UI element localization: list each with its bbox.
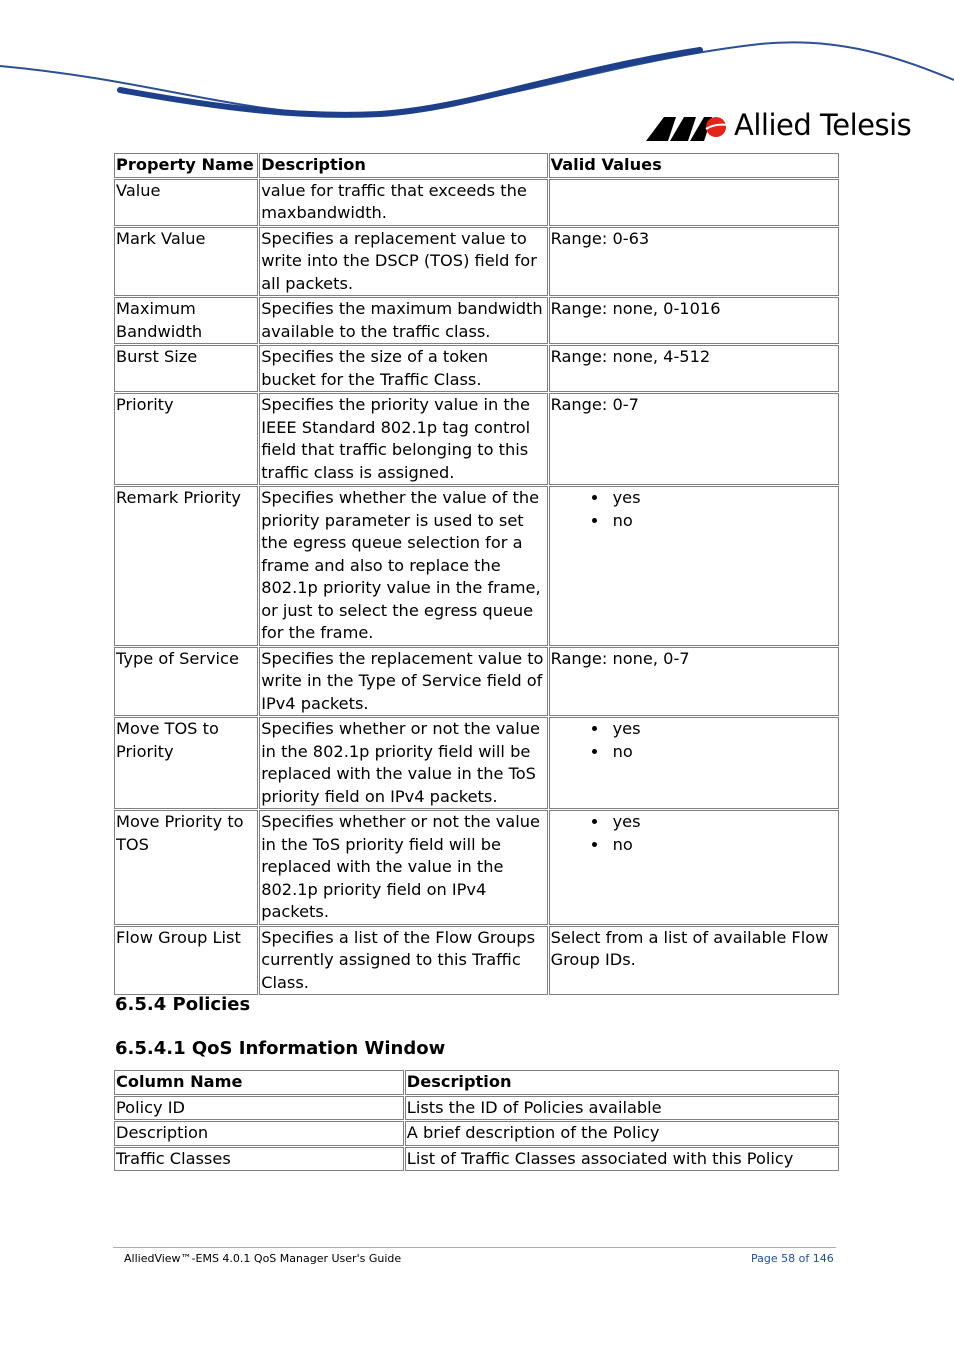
subsection-heading: 6.5.4.1 QoS Information Window [115, 1038, 446, 1059]
property-values: Range: 0-7 [549, 393, 839, 485]
list-item: • no [609, 741, 837, 764]
property-values: Range: 0-63 [549, 227, 839, 297]
property-description: Specifies the size of a token bucket for the Traffic Class. [259, 345, 547, 392]
column-table [113, 1069, 840, 1172]
column-name: Description [114, 1121, 404, 1146]
column-header: Column Name [114, 1070, 404, 1095]
allied-telesis-logo [646, 108, 912, 148]
property-values: Range: none, 0-7 [549, 647, 839, 717]
property-name: Value [114, 179, 258, 226]
column-name: Traffic Classes [114, 1147, 404, 1172]
table-row [114, 1096, 839, 1121]
logo-mark-icon [646, 111, 728, 145]
property-description: Specifies the replacement value to write in the Type of Service field of IPv4 packets. [259, 647, 547, 717]
table-row [114, 810, 839, 925]
property-values [549, 179, 839, 226]
property-name: Burst Size [114, 345, 258, 392]
table-row [114, 179, 839, 226]
property-name: Maximum Bandwidth [114, 297, 258, 344]
footer-divider [113, 1247, 836, 1248]
property-name: Type of Service [114, 647, 258, 717]
column-header: Property Name [114, 153, 258, 178]
property-name: Remark Priority [114, 486, 258, 646]
property-values [549, 486, 839, 646]
list-item: • yes [609, 487, 837, 510]
column-description: Lists the ID of Policies available [405, 1096, 839, 1121]
table-row [114, 393, 839, 485]
column-description: List of Traffic Classes associated with this Policy [405, 1147, 839, 1172]
list-item: • yes [609, 718, 837, 741]
list-item: • no [609, 834, 837, 857]
section-heading: 6.5.4 Policies [115, 994, 251, 1015]
values-list [551, 487, 837, 532]
property-name: Move Priority to TOS [114, 810, 258, 925]
property-values [549, 810, 839, 925]
logo-text: Allied Telesis [734, 108, 912, 142]
table-row [114, 926, 839, 996]
property-description: Specifies whether or not the value in the ToS priority field will be replaced with the value in the 802.1p priority field on IPv4 packets. [259, 810, 547, 925]
footer-doc-title: AlliedView™-EMS 4.0.1 QoS Manager User's Guide [124, 1252, 402, 1265]
property-description: value for traffic that exceeds the maxbandwidth. [259, 179, 547, 226]
property-description: Specifies whether the value of the priority parameter is used to set the egress queue selection for a frame and also to replace the 802.1p priority value in the frame, or just to select the egress queue for the frame. [259, 486, 547, 646]
list-item: • yes [609, 811, 837, 834]
property-description: Specifies whether or not the value in the 802.1p priority field will be replaced with the value in the ToS priority field on IPv4 packets. [259, 717, 547, 809]
table-row [114, 486, 839, 646]
column-header: Description [405, 1070, 839, 1095]
table-row [114, 345, 839, 392]
table-row [114, 227, 839, 297]
property-table [113, 152, 840, 996]
property-name: Move TOS to Priority [114, 717, 258, 809]
column-description: A brief description of the Policy [405, 1121, 839, 1146]
table-row [114, 1121, 839, 1146]
property-values: Range: none, 0-1016 [549, 297, 839, 344]
values-list [551, 811, 837, 856]
property-name: Flow Group List [114, 926, 258, 996]
list-item: • no [609, 510, 837, 533]
column-name: Policy ID [114, 1096, 404, 1121]
values-list [551, 718, 837, 763]
table-row [114, 297, 839, 344]
property-description: Specifies the priority value in the IEEE Standard 802.1p tag control field that traffic belonging to this traffic class is assigned. [259, 393, 547, 485]
property-values [549, 717, 839, 809]
column-header: Valid Values [549, 153, 839, 178]
table-row [114, 647, 839, 717]
property-description: Specifies the maximum bandwidth available to the traffic class. [259, 297, 547, 344]
table-header-row [114, 1070, 839, 1095]
property-name: Mark Value [114, 227, 258, 297]
column-header: Description [259, 153, 547, 178]
property-description: Specifies a replacement value to write into the DSCP (TOS) field for all packets. [259, 227, 547, 297]
property-description: Specifies a list of the Flow Groups currently assigned to this Traffic Class. [259, 926, 547, 996]
property-values: Select from a list of available Flow Group IDs. [549, 926, 839, 996]
property-values: Range: none, 4-512 [549, 345, 839, 392]
footer-page-number: Page 58 of 146 [751, 1252, 834, 1265]
table-row [114, 717, 839, 809]
table-row [114, 1147, 839, 1172]
property-name: Priority [114, 393, 258, 485]
table-header-row [114, 153, 839, 178]
